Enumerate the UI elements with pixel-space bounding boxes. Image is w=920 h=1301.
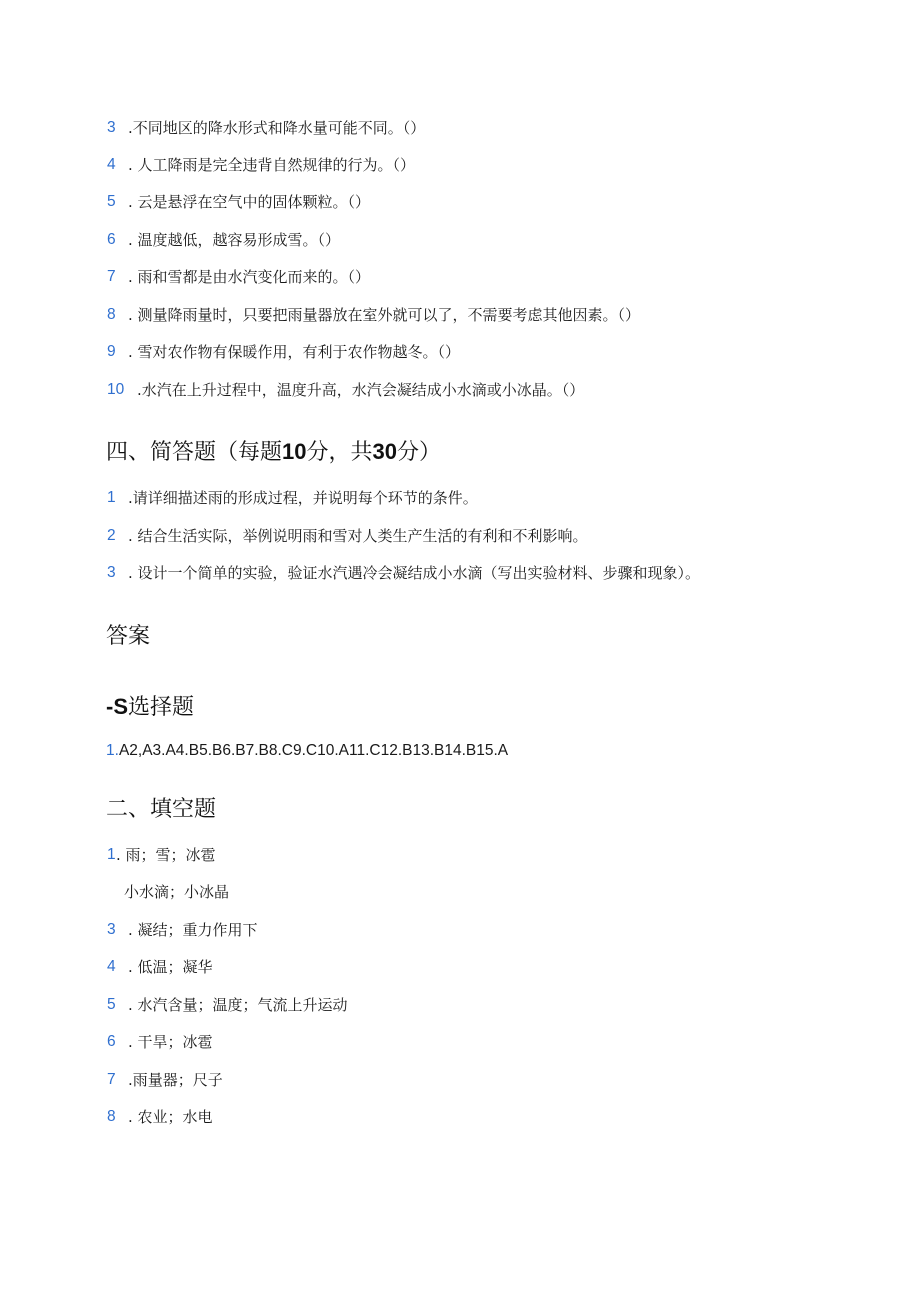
item-number: 4 bbox=[107, 156, 116, 173]
item-number: 7 bbox=[107, 1071, 116, 1088]
item-text: .雨量器；尺子 bbox=[128, 1071, 223, 1089]
item-text: . 雨；雪；冰雹 bbox=[116, 846, 216, 864]
item-text: . 雪对农作物有保暖作用，有利于农作物越冬。（） bbox=[128, 343, 461, 361]
item-text: . 凝结；重力作用下 bbox=[128, 921, 258, 939]
item-number: 3 bbox=[107, 921, 116, 938]
item-number: 9 bbox=[107, 343, 116, 360]
item-number: 10 bbox=[107, 381, 125, 398]
choice-answers-heading: -S选择题 bbox=[106, 694, 195, 720]
item-text: .请详细描述雨的形成过程，并说明每个环节的条件。 bbox=[128, 489, 478, 507]
item-number: 6 bbox=[107, 1033, 116, 1050]
item-number: 2 bbox=[107, 527, 116, 544]
item-number: 1 bbox=[107, 489, 116, 506]
item-number: 5 bbox=[107, 996, 116, 1013]
item-text: . 结合生活实际，举例说明雨和雪对人类生产生活的有利和不利影响。 bbox=[128, 527, 588, 545]
fill-blank-heading: 二、填空题 bbox=[106, 797, 217, 822]
item-number: 3 bbox=[107, 564, 116, 581]
section-heading-short-answer: 四、简答题（每题10分，共30分） bbox=[106, 439, 442, 465]
item-text: . 低温；凝华 bbox=[128, 958, 213, 976]
item-number: 8 bbox=[107, 306, 116, 323]
item-text: . 干旱；冰雹 bbox=[128, 1033, 213, 1051]
item-text: . 云是悬浮在空气中的固体颗粒。（） bbox=[128, 193, 371, 211]
item-number: 1 bbox=[107, 846, 116, 863]
item-number: 3 bbox=[107, 119, 116, 136]
item-text: . 设计一个简单的实验，验证水汽遇冷会凝结成小水滴（写出实验材料、步骤和现象）。 bbox=[128, 564, 701, 582]
item-text: . 测量降雨量时，只要把雨量器放在室外就可以了，不需要考虑其他因素。（） bbox=[128, 306, 641, 324]
item-number: 4 bbox=[107, 958, 116, 975]
item-number: 8 bbox=[107, 1108, 116, 1125]
item-text: . 人工降雨是完全违背自然规律的行为。（） bbox=[128, 156, 416, 174]
item-text: . 水汽含量；温度；气流上升运动 bbox=[128, 996, 348, 1014]
item-text: . 雨和雪都是由水汽变化而来的。（） bbox=[128, 268, 371, 286]
item-text: .不同地区的降水形式和降水量可能不同。（） bbox=[128, 119, 426, 137]
item-text: . 农业；水电 bbox=[128, 1108, 213, 1126]
item-text: . 温度越低，越容易形成雪。（） bbox=[128, 231, 341, 249]
item-text: .水汽在上升过程中，温度升高，水汽会凝结成小水滴或小冰晶。（） bbox=[137, 381, 585, 399]
item-number: 5 bbox=[107, 193, 116, 210]
item-text: 小水滴；小冰晶 bbox=[124, 883, 230, 901]
answers-heading: 答案 bbox=[106, 624, 151, 649]
item-number: 6 bbox=[107, 231, 116, 248]
item-number: 7 bbox=[107, 268, 116, 285]
choice-answers-line: 1.A2,A3.A4.B5.B6.B7.B8.C9.C10.A11.C12.B13.B14.B15.A bbox=[106, 742, 509, 759]
